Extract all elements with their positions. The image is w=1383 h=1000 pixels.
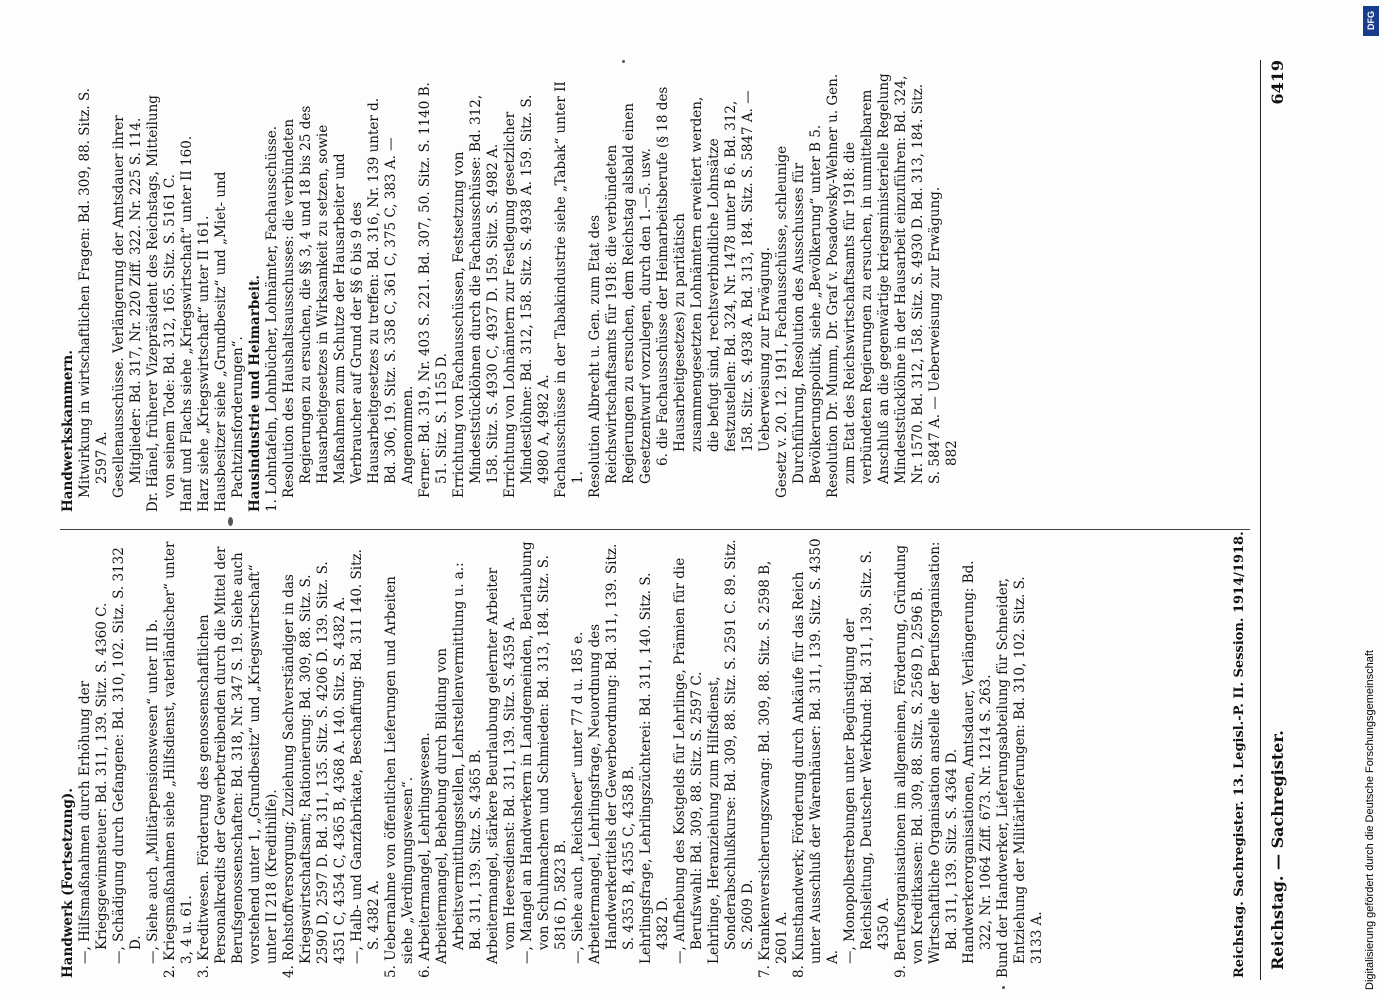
page-header bbox=[1268, 60, 1298, 970]
entry: 6. die Fachausschüsse der Heimarbeitsberufe (§ 18 des Hausarbeitgesetzes) zu paritätisch zusammengesetzten Lohnämtern erweitert werden, die befugt sind, rechtsverbindliche Lohnsätze festzustellen: Bd. 324, Nr. 1478 unter B 6. Bd. 312, 158. Sitz. S. 4938 A. Bd. 313, 184. Sitz. S. 5847 A. — Ueberweisung zur Erwägung. bbox=[655, 86, 773, 466]
scan-speck bbox=[622, 60, 625, 63]
entry: —, Mangel an Handwerkern in Landgemeinden, Beurlaubung von Schuhmachern und Schmieden: Bd. 313, 184. Sitz. S. 5816 D, 5823 B. bbox=[519, 541, 569, 964]
entry: Lehrlingsfrage, Lehrlingszüchterei: Bd. 311, 140. Sitz. S. 4382 D. bbox=[638, 572, 671, 964]
entry: —, Hilfsmaßnahmen durch Erhöhung der Kriegsgewinnsteuer: Bd. 311, 139. Sitz. S. 4360 C. bbox=[77, 602, 110, 964]
page-footer: Reichstag. Sachregister. 13. Legisl.-P. II. Session. 1914/1918. bbox=[1232, 531, 1247, 978]
entry: —, Halb- und Ganzfabrikate, Beschaffung: Bd. 311 140. Sitz. S. 4382 A. bbox=[349, 549, 382, 964]
left-column bbox=[60, 538, 1250, 978]
entry: Gesellenausschüsse. Verlängerung der Amtsdauer ihrer Mitglieder: Bd. 317, Nr. 220 Ziff. 322. Nr. 225 S. 114. bbox=[111, 115, 144, 498]
entry: Mitwirkung in wirtschaftlichen Fragen: Bd. 309, 88. Sitz. S. 2597 A. bbox=[77, 87, 110, 498]
entry: Arbeitermangel, stärkere Beurlaubung gelernter Arbeiter vom Heeresdienst: Bd. 311, 139. Sitz. S. 4359 A. bbox=[485, 567, 518, 964]
scan-speck bbox=[1002, 986, 1005, 989]
entry: 7. Krankenversicherungszwang: Bd. 309, 88. Sitz. S. 2598 B, 2601 A. bbox=[757, 560, 790, 978]
header-title: Reichstag. — Sachregister. bbox=[1268, 730, 1287, 970]
signature-number: 882 bbox=[944, 440, 960, 466]
entry: 4. Rohstoffversorgung; Zuziehung Sachverständiger in das Kriegswirtschaftsamt; Rationierung: Bd. 309, 88. Sitz. S. 2590 D, 2597 D. Bd. 311, 135. Sitz. S. 4206 D. 139. Sitz. S. 4351 C, 4354 C, 4365 B, 4368 A. 140. Sitz. S. 4382 A. bbox=[281, 561, 348, 978]
entry: Arbeitermangel, Lehrlingsfrage, Neuordnung des Handwerkertitels der Gewerbeordnung: Bd. 311, 139. Sitz. S. 4353 B, 4355 C, 4358 B. bbox=[587, 543, 637, 964]
entry: 1. Lohntafeln, Lohnbücher, Lohnämter, Fachausschüsse. bbox=[264, 125, 280, 512]
entry: Hanf und Flachs siehe „Kriegswirtschaft“ unter II 160. bbox=[179, 135, 195, 512]
entry: Gesetz v. 20. 12. 1911, Fachausschüsse, schleunige Durchführung, Resolution des Ausschusses für Bevölkerungspolitik, siehe „Bevölkerung“ unter B 5. bbox=[774, 124, 824, 498]
entry: 2. Kriegsmaßnahmen siehe „Hilfsdienst, vaterländischer“ unter 3, 4 u. 61. bbox=[162, 541, 195, 978]
rotated-page bbox=[0, 40, 1340, 1000]
page-content bbox=[0, 40, 1340, 1000]
entry: Ferner: Bd. 319, Nr. 403 S. 221. Bd. 307, 50. Sitz. S. 1140 B. 51. Sitz. S. 1155 D. bbox=[417, 82, 450, 498]
entry: Handwerkerorganisationen, Amtsdauer, Verlängerung: Bd. 322, Nr. 1064 Ziff. 673. Nr. 1214 S. 263. bbox=[961, 560, 994, 964]
entry: Dr. Hänel, früherer Vizepräsident des Reichstags, Mitteilung von seinem Tode: Bd. 312, 165. Sitz. S. 5161 C. bbox=[145, 95, 178, 512]
entry: Hausbesitzer siehe „Grundbesitz“ und „Miet- und Pachtzinsforderungen“. bbox=[213, 171, 246, 512]
entry: 6. Arbeitermangel, Lehrlingswesen. bbox=[417, 732, 433, 978]
entry: 5. Uebernahme von öffentlichen Lieferungen und Arbeiten siehe „Verdingungswesen“. bbox=[383, 576, 416, 978]
entry: Resolution Albrecht u. Gen. zum Etat des Reichswirtschaftsamts für 1918: die verbündeten Regierungen zu ersuchen, dem Reichstag alsbald einen Gesetzentwurf vorzulegen, durch den 1.—5. usw. bbox=[587, 103, 654, 498]
entry: —, Siehe auch „Reichsheer“ unter 77 d u. 185 e. bbox=[570, 631, 586, 964]
entry: —, Monopolbestrebungen unter Begünstigung der Reichsleitung, Deutscher Werkbund: Bd. 311, 139. Sitz. S. 4350 A. bbox=[842, 550, 892, 964]
digitization-note: Digitalisierung gefördert durch die Deutsche Forschungsgemeinschaft bbox=[1364, 650, 1376, 990]
entry: Errichtung von Fachausschüssen, Festsetzung von Mindeststücklöhnen durch die Fachausschüsse: Bd. 312, 158. Sitz. S. 4930 C, 4937 D. 159. Sitz. S. 4982 A. bbox=[451, 94, 501, 498]
entry: Wirtschaftliche Organisation anstelle der Berufsorganisation: Bd. 311, 139. Sitz. S. 4364 D. bbox=[927, 541, 960, 964]
entry: 8. Kunsthandwerk; Förderung durch Ankäufe für das Reich unter Ausschluß der Warenhäuser: Bd. 311, 139. Sitz. S. 4350 A. bbox=[791, 538, 841, 978]
entry: Errichtung von Lohnämtern zur Festlegung gesetzlicher Mindestlöhne: Bd. 312, 158. Sitz. S. 4938 A. 159. Sitz. S. 4980 A, 4982 A. bbox=[502, 94, 552, 498]
entry: —, Aufhebung des Kostgelds für Lehrlinge, Prämien für die Berufswahl: Bd. 309, 88. Sitz. S. 2597 C. bbox=[672, 557, 705, 964]
entry: Resolution des Haushaltsausschusses: die verbündeten Regierungen zu ersuchen, die §§ 3, 4 und 18 bis 25 des Hausarbeitgesetzes in Wirksamkeit zu setzen, sowie Maßnahmen zum Schutze der Hausarbeiter und Verbraucher auf Grund der §§ 6 bis 9 des Hausarbeitgesetzes zu treffen: Bd. 316, Nr. 139 unter d. Bd. 306, 19. Sitz. S. 358 C, 361 C, 375 C, 383 A. — Angenommen. bbox=[281, 97, 416, 498]
entry: —, Schädigung durch Gefangene: Bd. 310, 102. Sitz. S. 3132 D. bbox=[111, 547, 144, 964]
entry: Bund der Handwerker, Lieferungsabteilung für Schneider, Entziehung der Militärlieferungen: Bd. 310, 102. Sitz. S. 3133 A. bbox=[995, 576, 1045, 978]
section-heading: Handwerkskammern. bbox=[60, 350, 76, 512]
dfg-logo: DFG bbox=[1363, 6, 1379, 36]
entry: Arbeitermangel, Behebung durch Bildung von Arbeitsvermittlungsstellen, Lehrstellenvermittlung u. a.: Bd. 311, 139. Sitz. S. 4365 B. bbox=[434, 562, 484, 964]
column-divider bbox=[60, 529, 1250, 530]
section-heading: Handwerk (Fortsetzung). bbox=[60, 788, 76, 978]
section-heading: Hausindustrie und Heimarbeit. bbox=[247, 275, 263, 512]
entry: Lehrlinge, Heranziehung zum Hilfsdienst, Sonderabschlußkurse: Bd. 309, 88. Sitz. S. 2591 C. 89. Sitz. S. 2609 D. bbox=[706, 539, 756, 964]
entry: 3. Kreditwesen. Förderung des genossenschaftlichen Personalkredits der Gewerbetreibenden durch die Mittel der Berufsgenossenschaften: Bd. 318, Nr. 347 S. 19. Siehe auch vorstehend unter 1, „Grundbesitz“ und „Kriegswirtschaft“ unter II 218 (Kredithilfe). bbox=[196, 546, 280, 978]
scan-speck bbox=[228, 517, 233, 526]
entry: Resolution Dr. Mumm, Dr. Graf v. Posadowsky-Wehner u. Gen. zum Etat des Reichswirtschaftsamts für 1918: die verbündeten Regierungen zu ersuchen, in unmittelbarem Anschluß an die gegenwärtige kriegsministerielle Regelung Mindeststücklöhne in der Hausarbeit einzuführen: Bd. 324, Nr. 1570. Bd. 312, 158. Sitz. S. 4930 D. Bd. 313, 184. Sitz. S. 5847 A. — Ueberweisung zur Erwägung. bbox=[825, 73, 943, 498]
right-column bbox=[60, 72, 1250, 512]
entry: Harz siehe „Kriegswirtschaft“ unter II 161. bbox=[196, 215, 212, 512]
header-rule bbox=[1260, 60, 1261, 980]
page-number: 6419 bbox=[1268, 60, 1287, 105]
entry: —, Siehe auch „Militärpensionswesen“ unter III b. bbox=[145, 618, 161, 964]
entry: Fachausschüsse in der Tabakindustrie siehe „Tabak“ unter II 1. bbox=[553, 81, 586, 498]
entry: 9. Berufsorganisationen im allgemeinen, Förderung, Gründung von Kreditkassen: Bd. 309, 88. Sitz. S. 2569 D, 2596 B. bbox=[893, 545, 926, 978]
